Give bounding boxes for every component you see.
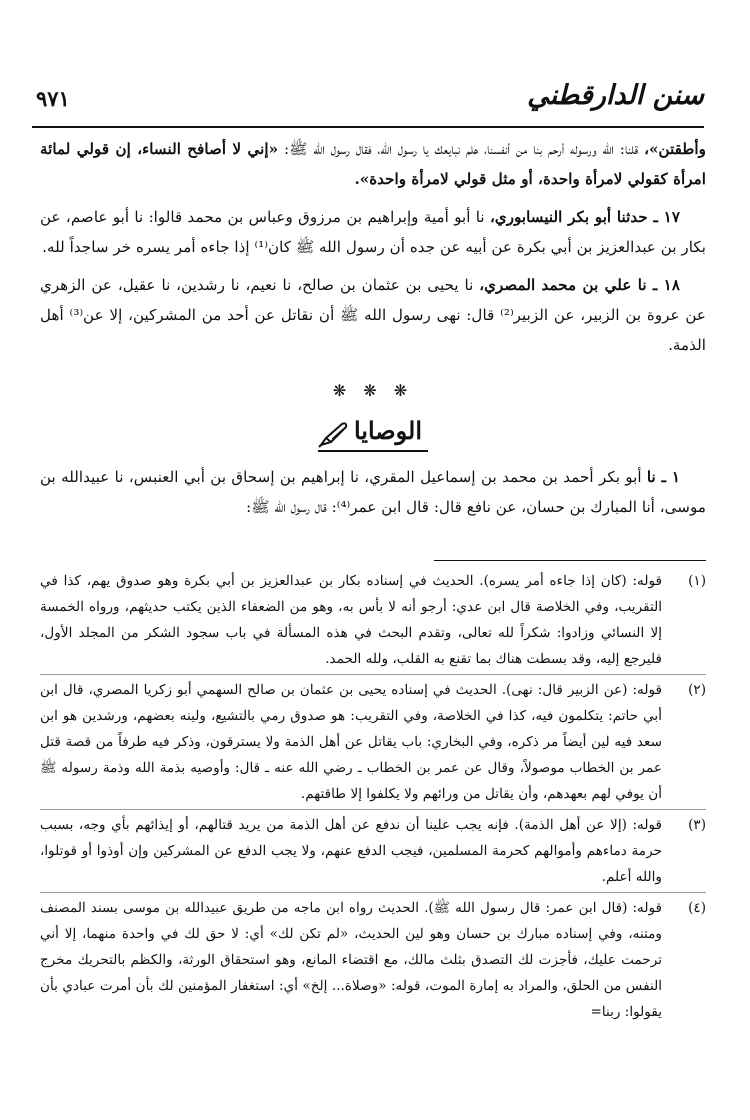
footnote-divider (434, 560, 706, 561)
quill-pen-icon (318, 420, 350, 448)
footnote-number: (٣) (688, 817, 706, 833)
page-header (32, 80, 704, 124)
footnote-text: قوله: (كان إذا جاءه أمر يسره). الحديث في إسناده بكار بن عبدالعزيز بن أبي بكرة وهو صدوق يهم، كذا في التقريب، وفي الخلاصة قال ابن عدي: أرجو أنه لا بأس به، وهو من الضعفاء الذين يكتب حديثهم، ورواه الخمسة إلا النسائي وزادوا: شكراً لله تعالى، وتقدم البحث في هذه المسألة في باب سجود الشكر من المجلد الأول، فليرجع إليه، وقد بسطت هناك بما تقنع به القلب، ولله الحمد. (40, 573, 662, 667)
footnote-text: قوله: (قال ابن عمر: قال رسول الله ﷺ). الحديث رواه ابن ماجه من طريق عبيدالله بن موسى بسند المصنف ومتنه، وفي إسناده مبارك بن حسان وهو لين الحديث، «لم تكن لك» أي: لا حق لك في واحدة منهما، إلا أني ترحمت عليك، فأجزت لك التصدق بثلث مالك، مع اقتضاء المانع، وهو استحقاق الورثة، والكظم بالتحريك مخرج النفس من الحلق، والمراد به إمارة الموت، قوله: «وصلاة... إلخ» أي: استغفار المؤمنين لك بأن أمرت عبادي بأن يقولوا: ربنا= (40, 900, 662, 1020)
book-title: سنن الدارقطني (527, 80, 704, 111)
footnote-number: (٤) (688, 900, 706, 916)
paragraph-lead: ١ ـ نا (646, 468, 680, 486)
paragraph-text: نا أبو أمية وإبراهيم بن مرزوق وعباس بن محمد قالوا: نا أبو عاصم، عن بكار بن عبدالعزيز بن أبي بكرة عن أبيه عن جده أن رسول الله ﷺ كان⁽¹⁾ إذا جاءه أمر يسره خر ساجداً لله. (40, 208, 706, 256)
section-separator: ❋ ❋ ❋ (332, 381, 414, 400)
footnote-text: قوله: (إلا عن أهل الذمة). فإنه يجب علينا أن ندفع عن أهل الذمة من يريد قتالهم، أو إيذائهم بأي وجه، بسبب حرمة دماءهم وأموالهم كحرمة المسلمين، فيجب الدفع عنهم، ولا يجب الدفع عن المشركين وإن أوذوا أو قوتلوا، والله أعلم. (40, 817, 662, 885)
header-divider (32, 126, 704, 128)
page-number: ٩٧١ (36, 86, 70, 111)
footnote (40, 568, 706, 675)
footnote-text: قوله: (عن الزبير قال: نهى). الحديث في إسناده يحيى بن عثمان بن صالح السهمي أبو زكريا المصري، قال ابن أبي حاتم: يتكلمون فيه، كذا في الخلاصة، وفي التقريب: هو صدوق رمي بالتشيع، ولينه بعضهم، ورشدين هو ابن سعد فيه لين أيضاً مر ذكره، وفي البخاري: باب يقاتل عن أهل الذمة ولا يسترقون، وذكر فيه طرفاً من قصة قتل عمر بن الخطاب موصولاً، وقال عن عمر بن الخطاب ـ رضي الله عنه ـ قال: وأوصيه بذمة الله وذمة رسوله ﷺ أن يوفي لهم بعهدهم، وأن يقاتل من ورائهم ولا يكلفوا إلا طاقتهم. (40, 682, 662, 802)
footnote-number: (١) (688, 573, 706, 589)
paragraph-lead: وأطقتن»، (644, 140, 706, 158)
footnote (40, 812, 706, 893)
hadith-17 (40, 202, 706, 262)
footnote-number: (٢) (688, 682, 706, 698)
paragraph-text: نا يحيى بن عثمان بن صالح، نا نعيم، نا رشدين، نا عقيل، عن الزهري عن عروة بن الزبير، عن الزبير⁽²⁾ قال: نهى رسول الله ﷺ أن نقاتل عن أحد من المشركين، إلا عن⁽³⁾ أهل الذمة. (40, 276, 706, 354)
section-title: الوصايا (353, 416, 423, 445)
main-text (40, 134, 706, 522)
section-heading (40, 416, 706, 456)
footnote (40, 895, 706, 1027)
footnote (40, 677, 706, 810)
wasaya-hadith-1 (40, 462, 706, 522)
paragraph-text: أبو بكر أحمد بن محمد بن إسماعيل المقري، نا إبراهيم بن إسحاق بن أبي العنبس، نا عبيدالله بن موسى، أنا المبارك بن حسان، عن نافع قال: قال ابن عمر⁽⁴⁾: قال رسول الله ﷺ: (40, 468, 706, 516)
paragraph-text: قلنا: الله ورسوله أرحم بنا من أنفسنا، هلم نبايعك يا رسول الله، فقال رسول الله ﷺ: (283, 140, 645, 158)
hadith-quote: «إني لا أصافح النساء، إن قولي لمائة امرأة كقولي لامرأة واحدة، أو مثل قولي لامرأة واحدة». (40, 140, 706, 188)
hadith-18 (40, 270, 706, 360)
paragraph-lead: ١٧ ـ حدثنا أبو بكر النيسابوري، (489, 208, 680, 226)
paragraph-continuation (40, 134, 706, 194)
paragraph-lead: ١٨ ـ نا علي بن محمد المصري، (479, 276, 680, 294)
footnotes (40, 568, 706, 1029)
